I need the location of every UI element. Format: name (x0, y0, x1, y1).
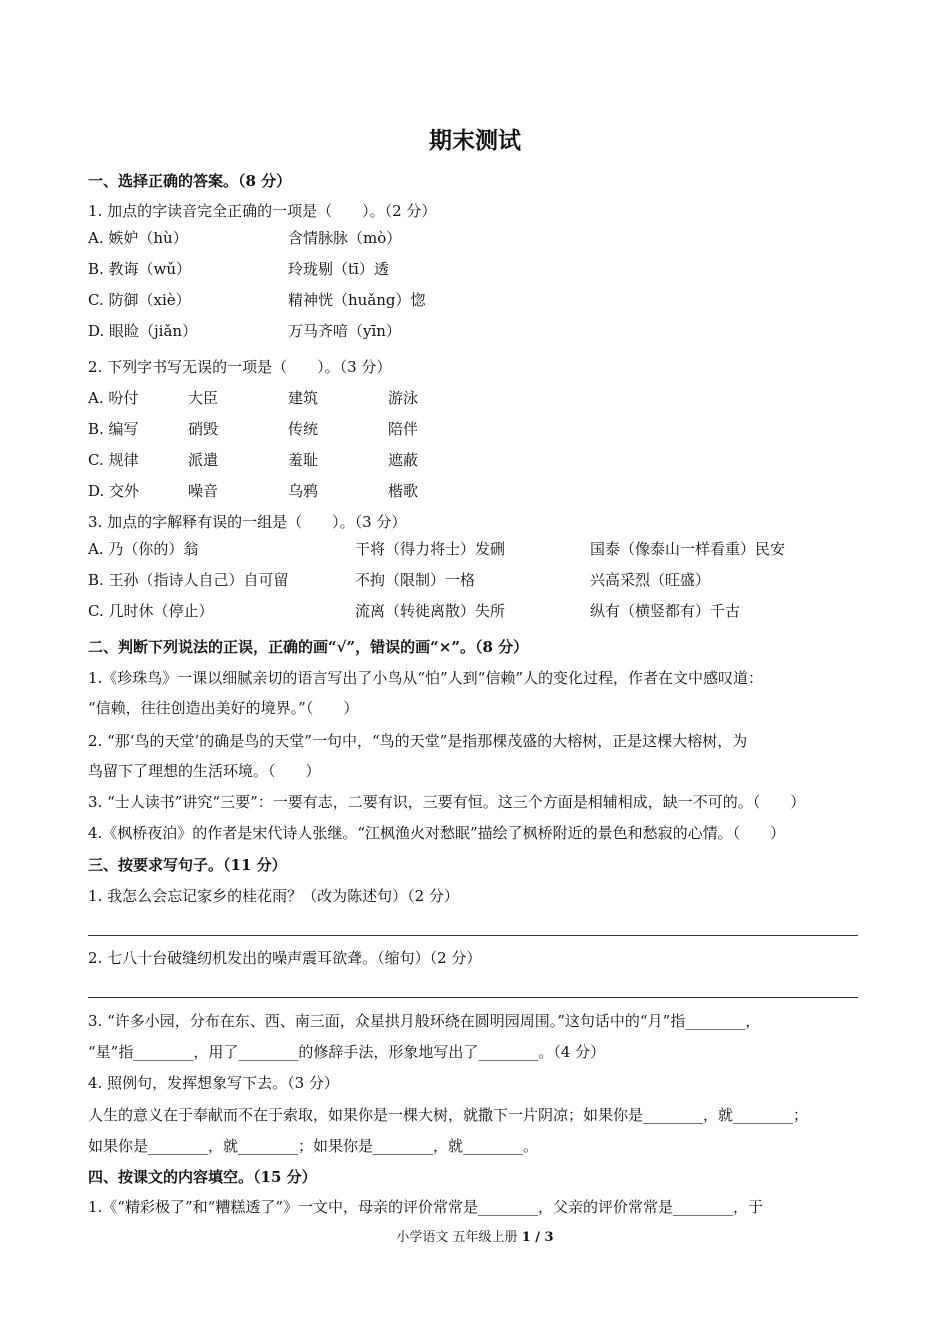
s1-q1-stem: 1. 加点的字读音完全正确的一项是（ ）。（2 分） (88, 202, 437, 220)
answer-line-1[interactable] (88, 935, 858, 936)
s1-q2-a4: 游泳 (388, 389, 419, 407)
s1-q2-c1: C. 规律 (88, 451, 139, 469)
page-footer (0, 1226, 950, 1245)
section-1-heading: 一、选择正确的答案。（8 分） (88, 172, 292, 190)
s1-q2-d3: 乌鸦 (288, 482, 319, 500)
s1-q2-d1: D. 交外 (88, 482, 140, 500)
s1-q3-c1: C. 几时休（停止） (88, 602, 214, 620)
answer-line-2[interactable] (88, 997, 858, 998)
s1-q1-option-a: A. 嫉妒（hù） (88, 229, 188, 247)
s3-q3-line-2: “星”指________，用了________的修辞手法，形象地写出了________。（4 分） (88, 1043, 606, 1061)
s2-line-6: 4.《枫桥夜泊》的作者是宋代诗人张继。“江枫渔火对愁眠”描绘了枫桥附近的景色和愁寂的心情。（ ） (88, 824, 786, 842)
s1-q3-b2: 不拘（限制）一格 (355, 571, 476, 589)
s1-q1-option-a2: 含情脉脉（mò） (288, 229, 402, 247)
s1-q3-a2: 干将（得力将士）发硎 (355, 540, 506, 558)
s1-q1-option-b: B. 教诲（wǔ） (88, 260, 192, 278)
s1-q2-a2: 大臣 (188, 389, 219, 407)
s1-q3-c3: 纵有（横竖都有）千古 (590, 602, 741, 620)
s1-q1-option-b2: 玲珑剔（tī）透 (288, 260, 389, 278)
s1-q2-b3: 传统 (288, 420, 319, 438)
s1-q1-option-d: D. 眼睑（jiǎn） (88, 322, 198, 340)
s1-q2-a1: A. 吩付 (88, 389, 139, 407)
page-number: 1 / 3 (521, 1230, 554, 1245)
section-4-heading: 四、按课文的内容填空。（15 分） (88, 1168, 317, 1186)
s4-q1: 1.《“精彩极了”和“糟糕透了”》一文中，母亲的评价常常是________，父亲的评价常常是________，于 (88, 1198, 763, 1216)
section-3-heading: 三、按要求写句子。（11 分） (88, 856, 287, 874)
s3-q1: 1. 我怎么会忘记家乡的桂花雨？（改为陈述句）（2 分） (88, 887, 459, 905)
s2-line-4: 鸟留下了理想的生活环境。（ ） (88, 762, 321, 780)
s3-q2: 2. 七八十台破缝纫机发出的噪声震耳欲聋。（缩句）（2 分） (88, 949, 482, 967)
s2-line-2: “信赖，往往创造出美好的境界。”（ ） (88, 699, 359, 717)
s1-q2-c3: 羞耻 (288, 451, 319, 469)
s1-q2-b2: 硝毁 (188, 420, 219, 438)
s3-q4: 4. 照例句，发挥想象写下去。（3 分） (88, 1074, 339, 1092)
s3-q3-line-1: 3. “许多小园，分布在东、西、南三面，众星拱月般环绕在圆明园周围。”这句话中的“月”指________， (88, 1012, 761, 1030)
section-2-heading: 二、判断下列说法的正误，正确的画“√”，错误的画“×”。（8 分） (88, 638, 529, 656)
s3-q4-line-2: 如果你是________，就________；如果你是________，就________。 (88, 1137, 539, 1155)
s1-q1-option-c2: 精神恍（huǎng）惚 (288, 291, 426, 309)
s1-q2-c4: 遮蔽 (388, 451, 419, 469)
s2-line-3: 2. “那‘鸟的天堂’的确是鸟的天堂”一句中，“鸟的天堂”是指那棵茂盛的大榕树，正是这棵大榕树，为 (88, 732, 748, 750)
page-title: 期末测试 (429, 127, 521, 154)
s1-q2-d4: 楷歌 (388, 482, 419, 500)
s1-q3-a1: A. 乃（你的）翁 (88, 540, 199, 558)
s2-line-1: 1.《珍珠鸟》一课以细腻亲切的语言写出了小鸟从“怕”人到“信赖”人的变化过程，作者在文中感叹道： (88, 669, 763, 687)
footer-text: 小学语文 五年级上册 (396, 1230, 522, 1245)
s1-q2-b1: B. 编写 (88, 420, 139, 438)
s1-q1-option-c: C. 防御（xiè） (88, 291, 191, 309)
s1-q3-b1: B. 王孙（指诗人自己）自可留 (88, 571, 289, 589)
s1-q2-stem: 2. 下列字书写无误的一项是（ ）。（3 分） (88, 358, 392, 376)
s3-q4-line-1: 人生的意义在于奉献而不在于索取，如果你是一棵大树，就撒下一片阴凉；如果你是________，就________； (88, 1106, 809, 1124)
s1-q2-d2: 噪音 (188, 482, 219, 500)
s1-q3-b3: 兴高采烈（旺盛） (590, 571, 711, 589)
s2-line-5: 3. “士人读书”讲究“三要”：一要有志，二要有识，三要有恒。这三个方面是相辅相成，缺一不可的。（ ） (88, 793, 806, 811)
s1-q2-c2: 派遣 (188, 451, 219, 469)
s1-q3-c2: 流离（转徙离散）失所 (355, 602, 506, 620)
s1-q3-a3: 国泰（像泰山一样看重）民安 (590, 540, 786, 558)
s1-q3-stem: 3. 加点的字解释有误的一组是（ ）。（3 分） (88, 513, 407, 531)
s1-q2-a3: 建筑 (288, 389, 319, 407)
s1-q1-option-d2: 万马齐喑（yīn） (288, 322, 401, 340)
s1-q2-b4: 陪伴 (388, 420, 419, 438)
